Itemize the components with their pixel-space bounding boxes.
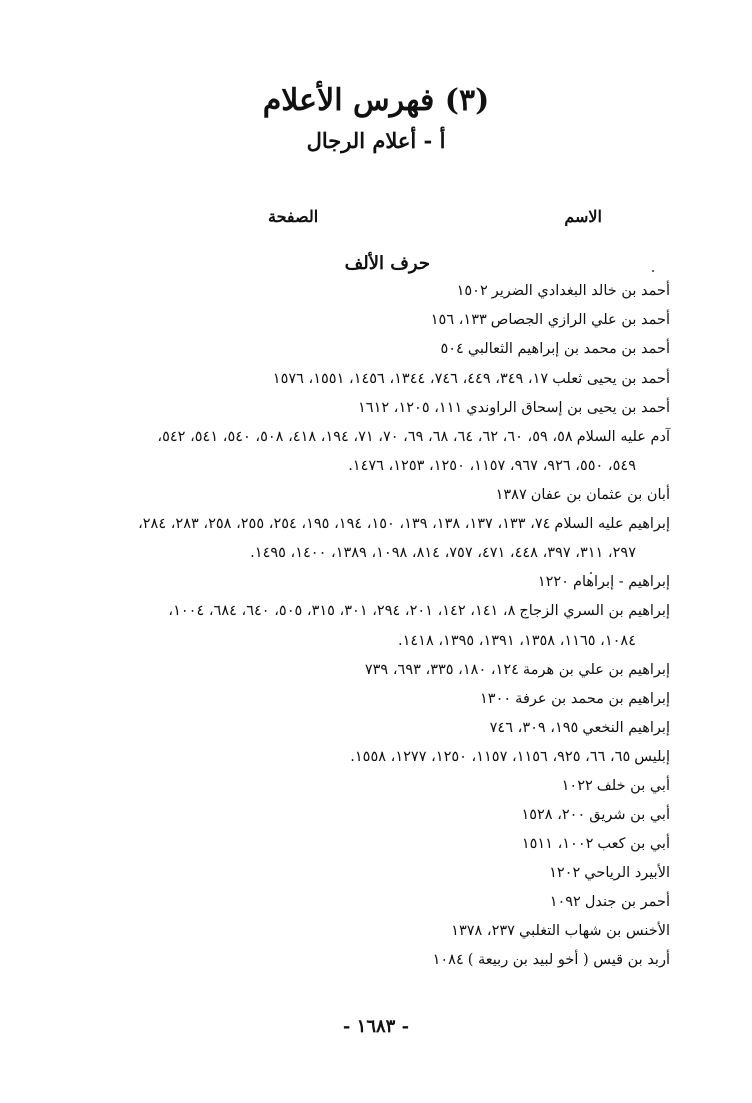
index-entry: [550, 893, 670, 911]
entry-name: أبي بن كعب: [597, 836, 670, 852]
index-entry: [451, 922, 670, 940]
index-entry: [562, 777, 670, 795]
entry-name: إبراهيم - إبراهام: [572, 574, 670, 590]
index-entry: [398, 632, 640, 650]
index-entry: [549, 864, 670, 882]
entry-name: إبليس: [634, 749, 670, 765]
index-entry: [358, 399, 670, 417]
entry-pages: ٢٣٧، ١٣٧٨: [451, 923, 515, 939]
entry-pages: ١٢٤، ١٨٠، ٣٣٥، ٦٩٣، ٧٣٩: [364, 662, 519, 678]
index-entry: [273, 370, 670, 388]
entry-pages: ١٠٠٢، ١٥١١: [521, 836, 594, 852]
entry-name: أحمد بن خالد البغدادي الضرير: [491, 283, 670, 299]
entry-name: أحمد بن محمد بن إبراهيم الثعالبي: [467, 341, 670, 357]
entry-name: إبراهيم بن علي بن هرمة: [522, 662, 670, 678]
index-entry: [496, 486, 670, 504]
entry-name: أربد بن قيس ( أخو لبيد بن ربيعة ): [467, 952, 670, 968]
index-entry: [348, 457, 640, 475]
page-number: - ١٦٨٣ -: [342, 1016, 410, 1037]
entry-name: الأخنس بن شهاب التغلبي: [518, 923, 670, 939]
entry-name: أحمد بن يحيى بن إسحاق الراوندي: [466, 400, 670, 416]
entry-pages: ١١١، ١٢٠٥، ١٦١٢: [358, 400, 463, 416]
index-entry: [431, 311, 670, 329]
index-entry: [138, 515, 670, 533]
entry-pages: ٨، ١٤١، ١٤٢، ٢٠١، ٢٩٤، ٣٠١، ٣١٥، ٥٠٥، ٦٤٠، ٦٨٤، ١٠٠٤،: [168, 603, 516, 619]
entry-name: أبي بن شريق: [589, 807, 670, 823]
index-entry: [350, 748, 670, 766]
index-entry: [365, 661, 670, 679]
index-entry: [522, 835, 670, 853]
entry-name: أبان بن عثمان بن عفان: [530, 487, 670, 503]
column-header-name: الاسم: [564, 207, 602, 226]
entry-pages: ١٩٥، ٣٠٩، ٧٤٦: [489, 720, 579, 736]
entry-pages: ١٣٣، ١٥٦: [430, 312, 487, 328]
entry-pages: ١٣٠٠: [480, 691, 512, 707]
entry-pages: ١٧، ٣٤٩، ٤٤٩، ٧٤٦، ١٣٤٤، ١٤٥٦، ١٥٥١، ١٥٧٦: [272, 371, 549, 387]
entry-pages: ٧٤، ١٣٣، ١٣٧، ١٣٨، ١٣٩، ١٥٠، ١٩٤، ١٩٥، ٢٥٤، ٢٥٥، ٢٥٨، ٢٨٣، ٢٨٤،: [138, 516, 551, 532]
entry-pages: ٥٤٩، ٥٥٠، ٩٢٦، ٩٦٧، ١١٥٧، ١٢٥٠، ١٢٥٣، ١٤٧٦.: [348, 458, 636, 474]
entry-pages: ٢٠٠، ١٥٢٨: [521, 807, 586, 823]
entry-pages: ٥٠٤: [440, 341, 464, 357]
entry-pages: ١٥٠٢: [456, 283, 488, 299]
section-heading: حرف الألف: [344, 253, 430, 274]
entry-name: إبراهيم بن محمد بن عرفة: [515, 691, 670, 707]
index-entry: [480, 690, 670, 708]
index-entry: [157, 428, 670, 446]
entry-pages: ١٢٠٢: [549, 865, 581, 881]
index-entry: [440, 340, 670, 358]
entry-pages: ١٠٨٤: [432, 952, 464, 968]
entry-pages: ٢٩٧، ٣١١، ٣٩٧، ٤٤٨، ٤٧١، ٧٥٧، ٨١٤، ١٠٩٨، ١٣٨٩، ١٤٠٠، ١٤٩٥.: [250, 545, 636, 561]
column-header-page: الصفحة: [268, 207, 319, 226]
entry-name: آدم عليه السلام: [576, 429, 670, 445]
entry-name: إبراهيم النخعي: [582, 720, 670, 736]
entry-pages: ١٠٩٢: [549, 894, 581, 910]
index-entry: [433, 951, 670, 969]
entry-pages: ١٢٢٠: [537, 574, 569, 590]
entry-pages: ١٠٨٤، ١١٦٥، ١٣٥٨، ١٣٩١، ١٣٩٥، ١٤١٨.: [397, 633, 636, 649]
index-entry: [250, 544, 640, 562]
index-entry: [457, 282, 670, 300]
entry-name: أحمر بن جندل: [584, 894, 670, 910]
page-title: (٣) فهرس الأعلام: [262, 83, 490, 118]
entry-name: الأبيرد الرياحي: [584, 865, 670, 881]
index-entry: [521, 806, 670, 824]
entry-name: أحمد بن يحيى ثعلب: [552, 371, 670, 387]
entry-name: أحمد بن علي الرازي الجصاص: [490, 312, 670, 328]
entry-pages: ٦٥، ٦٦، ٩٢٥، ١١٥٦، ١١٥٧، ١٢٥٠، ١٢٧٧، ١٥٥٨.: [350, 749, 631, 765]
entry-name: إبراهيم بن السري الزجاج: [519, 603, 670, 619]
index-entry: [168, 602, 670, 620]
entry-pages: ١٣٨٧: [495, 487, 527, 503]
entry-pages: ٥٨، ٥٩، ٦٠، ٦٢، ٦٤، ٦٨، ٦٩، ٧٠، ٧١، ١٩٤، ٤١٨، ٥٠٨، ٥٤٠، ٥٤١، ٥٤٢،: [157, 429, 573, 445]
entry-pages: ١٠٢٢: [561, 778, 593, 794]
ink-speck: [652, 270, 654, 272]
entry-name: إبراهيم عليه السلام: [554, 516, 670, 532]
index-entry: [538, 573, 670, 591]
entry-name: أبي بن خلف: [596, 778, 670, 794]
page-subtitle: أ - أعلام الرجال: [306, 128, 446, 153]
index-entry: [490, 719, 670, 737]
